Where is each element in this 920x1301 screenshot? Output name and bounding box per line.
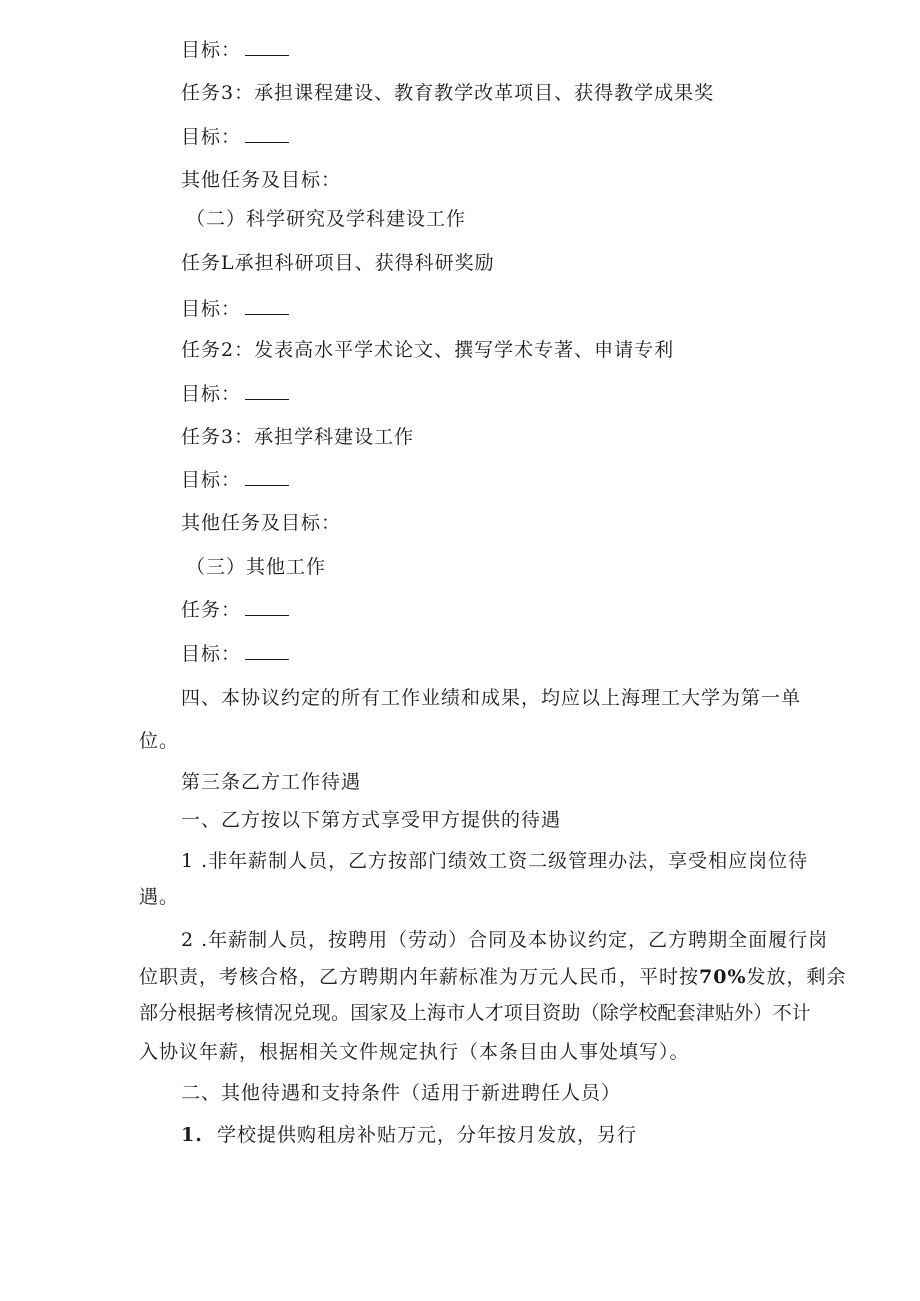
research-task-1: 任务L承担科研项目、获得科研奖励 xyxy=(181,252,495,274)
subsidy-item-number: 1. xyxy=(181,1124,203,1146)
clause-4-line-2: 位。 xyxy=(139,730,180,752)
article-3-heading: 第三条乙方工作待遇 xyxy=(181,771,362,793)
task-label: 任务： xyxy=(181,599,242,621)
goal-label: 目标： xyxy=(181,126,242,148)
goal-blank xyxy=(245,645,289,660)
research-other: 其他任务及目标： xyxy=(181,512,342,534)
treatment-section-1: 一、乙方按以下第方式享受甲方提供的待遇 xyxy=(181,809,562,831)
teaching-goal-1 xyxy=(181,38,289,62)
goal-blank xyxy=(245,41,289,56)
research-heading: （二）科学研究及学科建设工作 xyxy=(186,208,467,230)
percentage: 70% xyxy=(699,966,747,988)
goal-blank xyxy=(245,471,289,486)
teaching-goal-2 xyxy=(181,125,289,149)
goal-label: 目标： xyxy=(181,39,242,61)
other-work-task xyxy=(181,598,289,622)
item-1-line-1: 1 .非年薪制人员，乙方按部门绩效工资二级管理办法，享受相应岗位待 xyxy=(181,850,809,872)
teaching-task-3: 任务3：承担课程建设、教育教学改革项目、获得教学成果奖 xyxy=(181,82,715,104)
goal-blank xyxy=(245,385,289,400)
goal-label: 目标： xyxy=(181,383,242,405)
research-goal-3 xyxy=(181,468,289,492)
subsidy-item-1 xyxy=(181,1123,637,1147)
task-blank xyxy=(245,601,289,616)
goal-label: 目标： xyxy=(181,643,242,665)
goal-label: 目标： xyxy=(181,298,242,320)
item-2-line-4: 入协议年薪，根据相关文件规定执行（本条目由人事处填写）。 xyxy=(139,1041,690,1063)
other-work-heading: （三）其他工作 xyxy=(186,556,327,578)
research-task-2: 任务2：发表高水平学术论文、撰写学术专著、申请专利 xyxy=(181,339,675,361)
teaching-other: 其他任务及目标： xyxy=(181,169,342,191)
goal-label: 目标： xyxy=(181,469,242,491)
goal-blank xyxy=(245,300,289,315)
item-2-line-3: 部分根据考核情况兑现。国家及上海市人才项目资助（除学校配套津贴外）不计 xyxy=(139,1002,812,1024)
item-1-line-2: 遇。 xyxy=(139,886,180,908)
subsidy-item-text: 学校提供购租房补贴万元，分年按月发放，另行 xyxy=(216,1124,637,1146)
goal-blank xyxy=(245,128,289,143)
item-2-line-1: 2 .年薪制人员，按聘用（劳动）合同及本协议约定，乙方聘期全面履行岗 xyxy=(181,929,829,951)
treatment-section-2: 二、其他待遇和支持条件（适用于新进聘任人员） xyxy=(181,1082,622,1104)
research-goal-2 xyxy=(181,382,289,406)
research-task-3: 任务3：承担学科建设工作 xyxy=(181,426,415,448)
item-2-line-2-tail: 发放，剩余 xyxy=(746,966,847,988)
item-2-line-2 xyxy=(139,965,847,989)
clause-4-line-1: 四、本协议约定的所有工作业绩和成果，均应以上海理工大学为第一单 xyxy=(181,687,802,709)
item-2-line-2-text: 位职责，考核合格，乙方聘期内年薪标准为万元人民币，平时按 xyxy=(139,966,700,988)
research-goal-1 xyxy=(181,297,289,321)
other-work-goal xyxy=(181,642,289,666)
